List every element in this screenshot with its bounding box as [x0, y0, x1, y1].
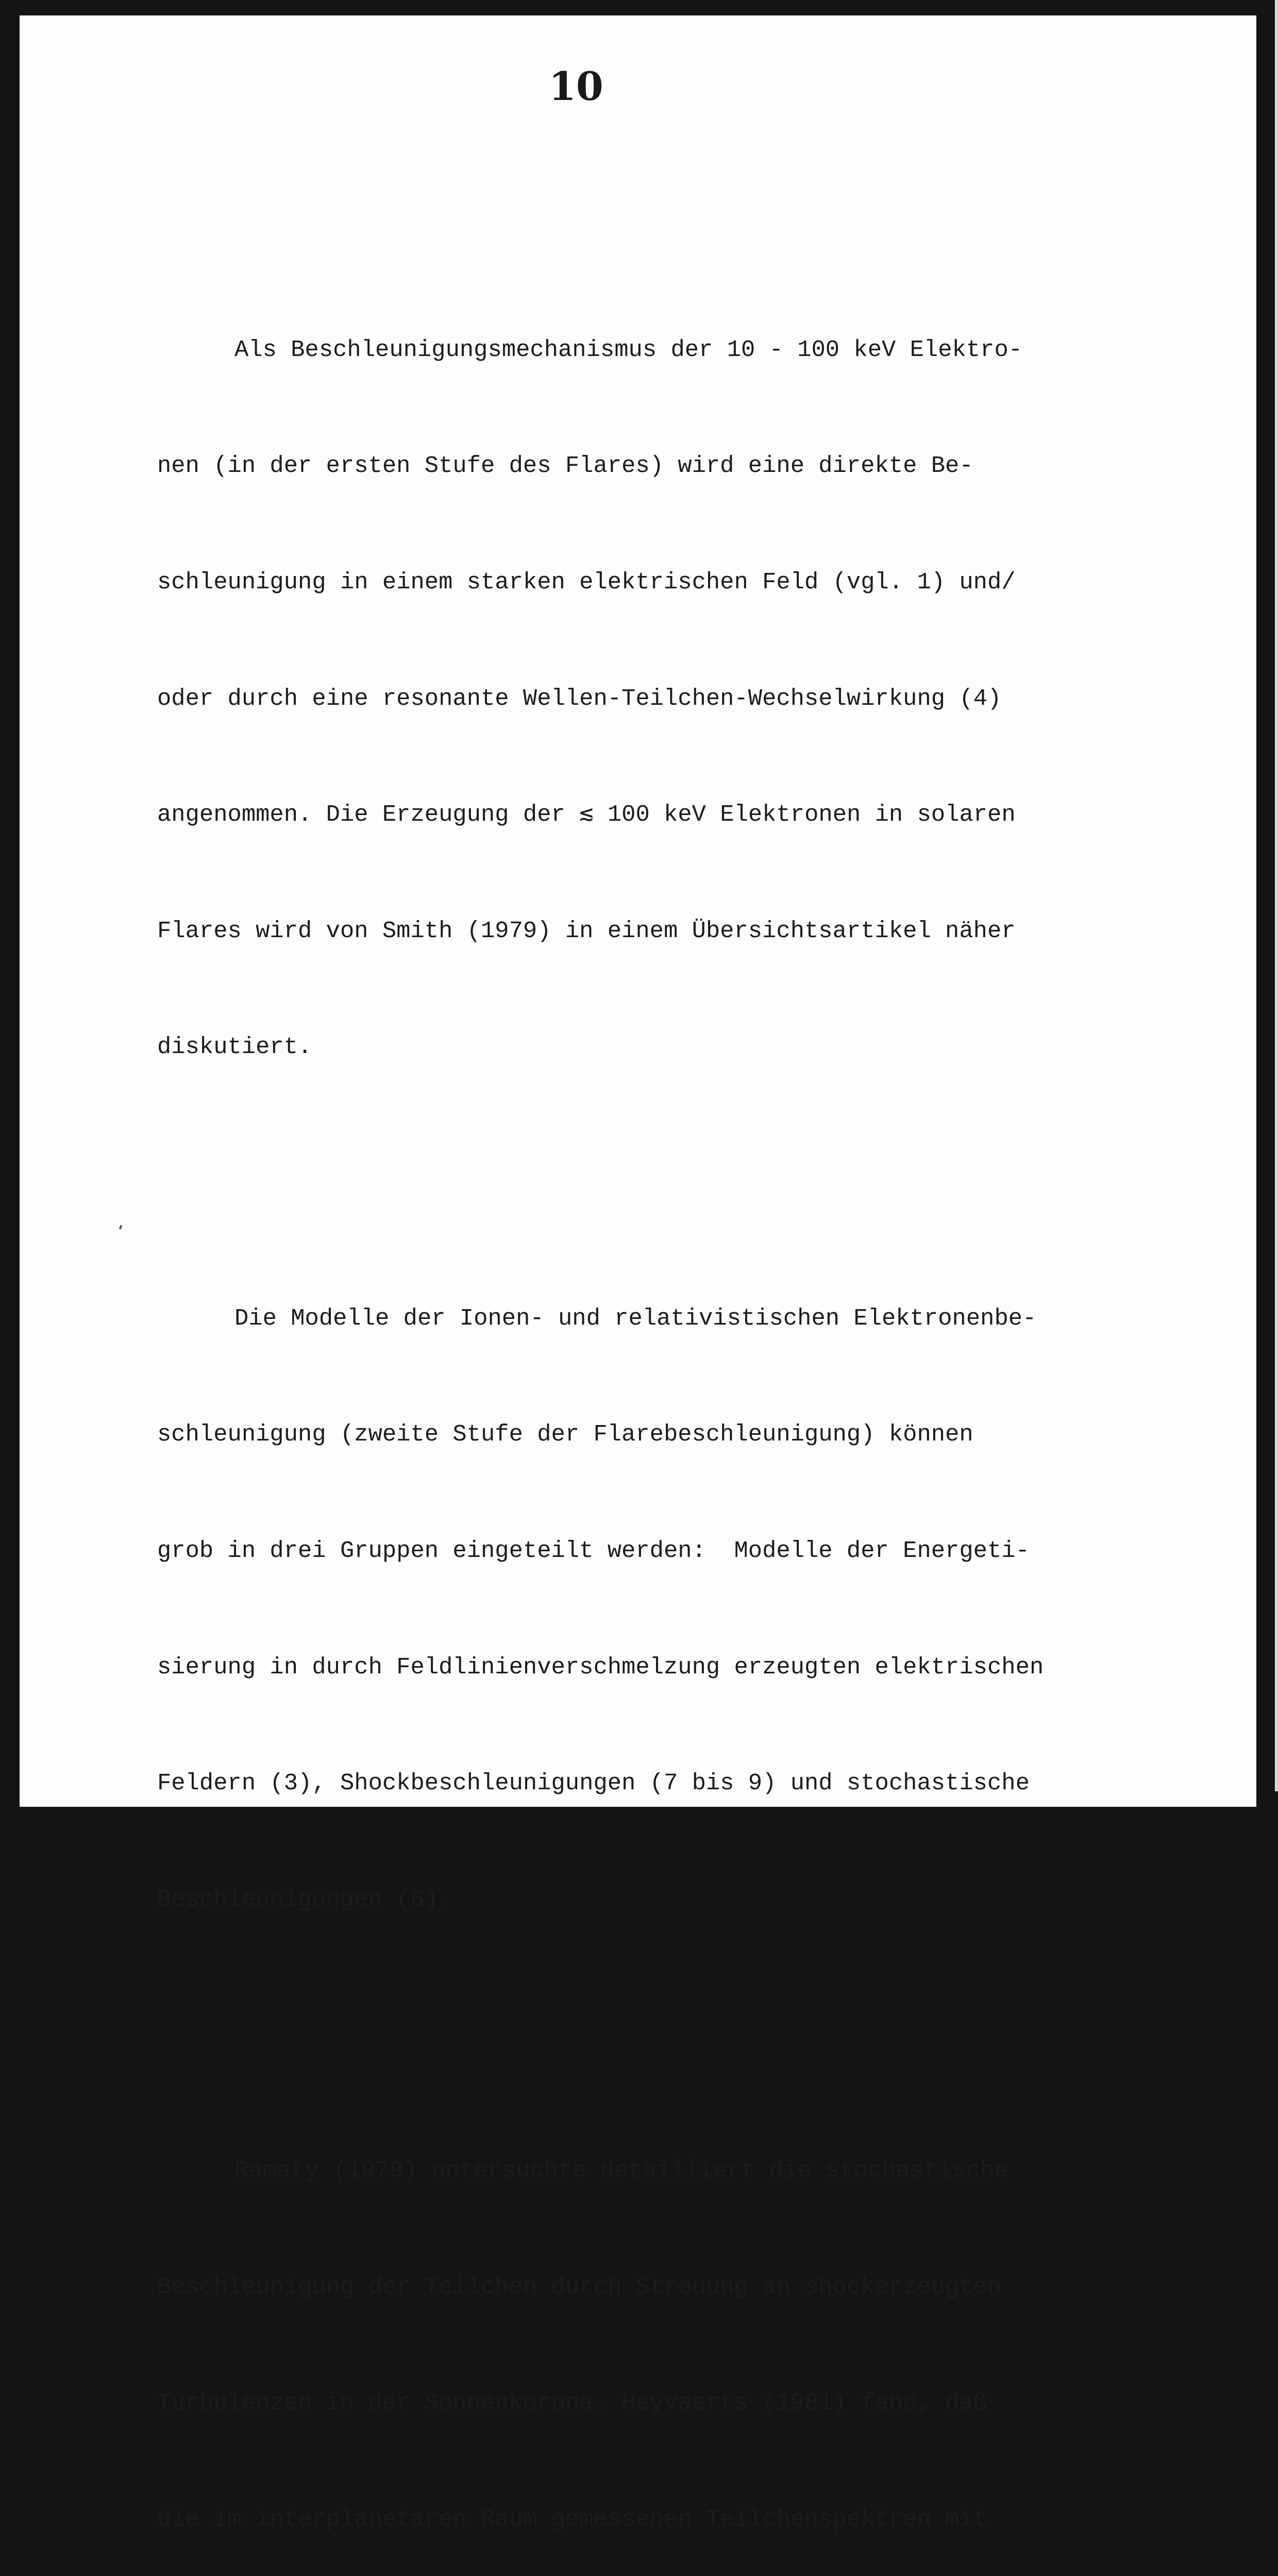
text-line: angenommen. Die Erzeugung der ≲ 100 keV Elektronen in solaren [157, 801, 1016, 828]
text-line: nen (in der ersten Stufe des Flares) wird eine direkte Be- [157, 452, 973, 480]
body-text [157, 176, 1198, 2576]
text-line: oder durch eine resonante Wellen-Teilchen-Wechselwirkung (4) [157, 685, 1002, 712]
text-line: Ramaty (1979) untersuchte detailliert die stochastische [234, 2157, 1008, 2184]
paragraph-3 [157, 2074, 1198, 2576]
text-line: Turbulenzen in der Sonnenkorona. Heyvaerts (1981) fand, daß [157, 2389, 987, 2417]
text-line: Feldern (3), Shockbeschleunigungen (7 bis 9) und stochastische [157, 1770, 1030, 1797]
text-line: Als Beschleunigungsmechanismus der 10 - 100 keV Elektro- [234, 336, 1023, 363]
text-line: Die Modelle der Ionen- und relativistischen Elektronenbe- [234, 1304, 1037, 1332]
text-line: die im interplanetaren Raum gemessenen Teilchenspektren mit [157, 2505, 987, 2533]
page-edge [1275, 0, 1278, 1791]
text-line: diskutiert. [157, 1033, 312, 1061]
page-number: 10 [549, 63, 603, 109]
paragraph-1 [157, 253, 1198, 1144]
paragraph-2 [157, 1222, 1198, 1996]
text-line: Flares wird von Smith (1979) in einem Übersichtsartikel näher [157, 917, 1016, 944]
text-line: sierung in durch Feldlinienverschmelzung erzeugten elektrischen [157, 1653, 1044, 1681]
text-line: grob in drei Gruppen eingeteilt werden: Modelle der Energeti- [157, 1537, 1030, 1564]
text-line: schleunigung in einem starken elektrischen Feld (vgl. 1) und/ [157, 569, 1016, 596]
text-line: schleunigung (zweite Stufe der Flarebeschleunigung) können [157, 1421, 973, 1448]
text-line: Beschleunigungen (6). [157, 1886, 453, 1913]
text-line: Beschleunigung der Teilchen durch Streuung an shockerzeugten [157, 2273, 1002, 2300]
